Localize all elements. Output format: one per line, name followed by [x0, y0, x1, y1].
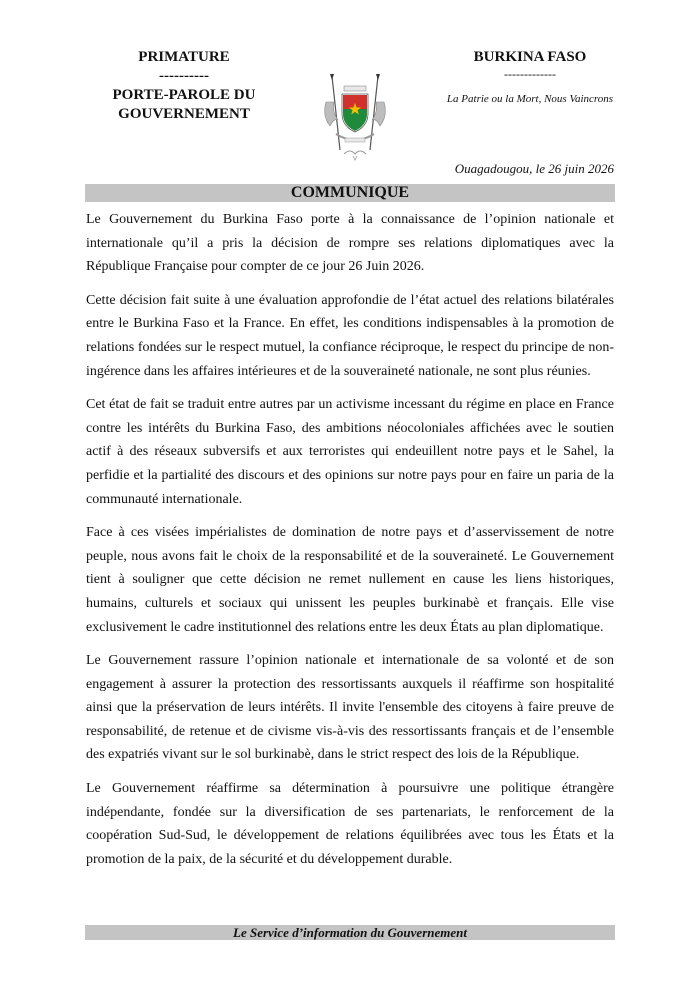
country-name: BURKINA FASO	[473, 49, 587, 65]
communique-body	[86, 208, 614, 881]
header-left	[96, 48, 272, 124]
header-left-separator: ----------	[159, 68, 209, 84]
paragraph-3: Cet état de fait se traduit entre autres par un activisme incessant du régime en place en France contre les intérêts du Burkina Faso, des ambitions néocoloniales affichées avec le soutien actif à des réseaux subversifs et aux terroristes qui endeuillent notre pays et le Sahel, la perfidie et la partialité des discours et des opinions sur notre pays pour en faire un paria de la communauté internationale.	[86, 397, 614, 507]
paragraph-6: Le Gouvernement réaffirme sa détermination à poursuivre une politique étrangère indépendante, fondée sur la diversification de ses partenariats, le renforcement de la coopération Sud-Sud, le développement de relations équilibrées avec tous les États et la promotion de la paix, de la sécurité et du développement durable.	[86, 781, 614, 867]
national-motto: La Patrie ou la Mort, Nous Vaincrons	[446, 93, 614, 105]
paragraph-4: Face à ces visées impérialistes de domination de notre pays et d’asservissement de notre peuple, nous avons fait le choix de la responsabilité et de la souveraineté. Le Gouvernement tient à souligner que cette décision ne remet nullement en cause les liens historiques, humains, culturels et sociaux qui unissent les peuples burkinabè et français. Elle vise exclusivement le cadre institutionnel des relations entre les deux États au plan diplomatique.	[86, 525, 614, 635]
burkina-coat-of-arms-icon	[318, 72, 392, 162]
header-right	[440, 48, 620, 105]
gouvernement-label: GOUVERNEMENT	[118, 106, 250, 122]
date-line: Ouagadougou, le 26 juin 2026	[454, 161, 614, 176]
paragraph-5: Le Gouvernement rassure l’opinion nationale et internationale de sa volonté et de son engagement à assurer la protection des ressortissants auxquels il réaffirme son hospitalité ainsi que la préservation de leurs intérêts. Il invite l'ensemble des citoyens à faire preuve de responsabilité, de retenue et de civisme vis-à-vis des ressortissants français et de l’ensemble des expatriés vivant sur le sol burkinabè, dans le strict respect des lois de la République.	[86, 653, 614, 763]
porte-parole-label: PORTE-PAROLE DU	[112, 87, 256, 103]
signature-footer: Le Service d’information du Gouvernement	[85, 925, 615, 940]
communique-title: COMMUNIQUE	[85, 184, 615, 202]
paragraph-2: Cette décision fait suite à une évaluation approfondie de l’état actuel des relations bilatérales entre le Burkina Faso et la France. En effet, les conditions indispensables à la promotion de relations fondées sur le respect mutuel, la confiance réciproque, le respect du principe de non-ingérence dans les affaires intérieures et de la souveraineté nationale, ne sont plus réunies.	[86, 292, 614, 379]
header-right-separator: -------------	[504, 67, 556, 81]
paragraph-1: Le Gouvernement du Burkina Faso porte à la connaissance de l’opinion nationale et internationale qu’il a pris la décision de rompre ses relations diplomatiques avec la République Française pour compter de ce jour 26 Juin 2026.	[86, 212, 614, 275]
primature-label: PRIMATURE	[138, 49, 230, 65]
